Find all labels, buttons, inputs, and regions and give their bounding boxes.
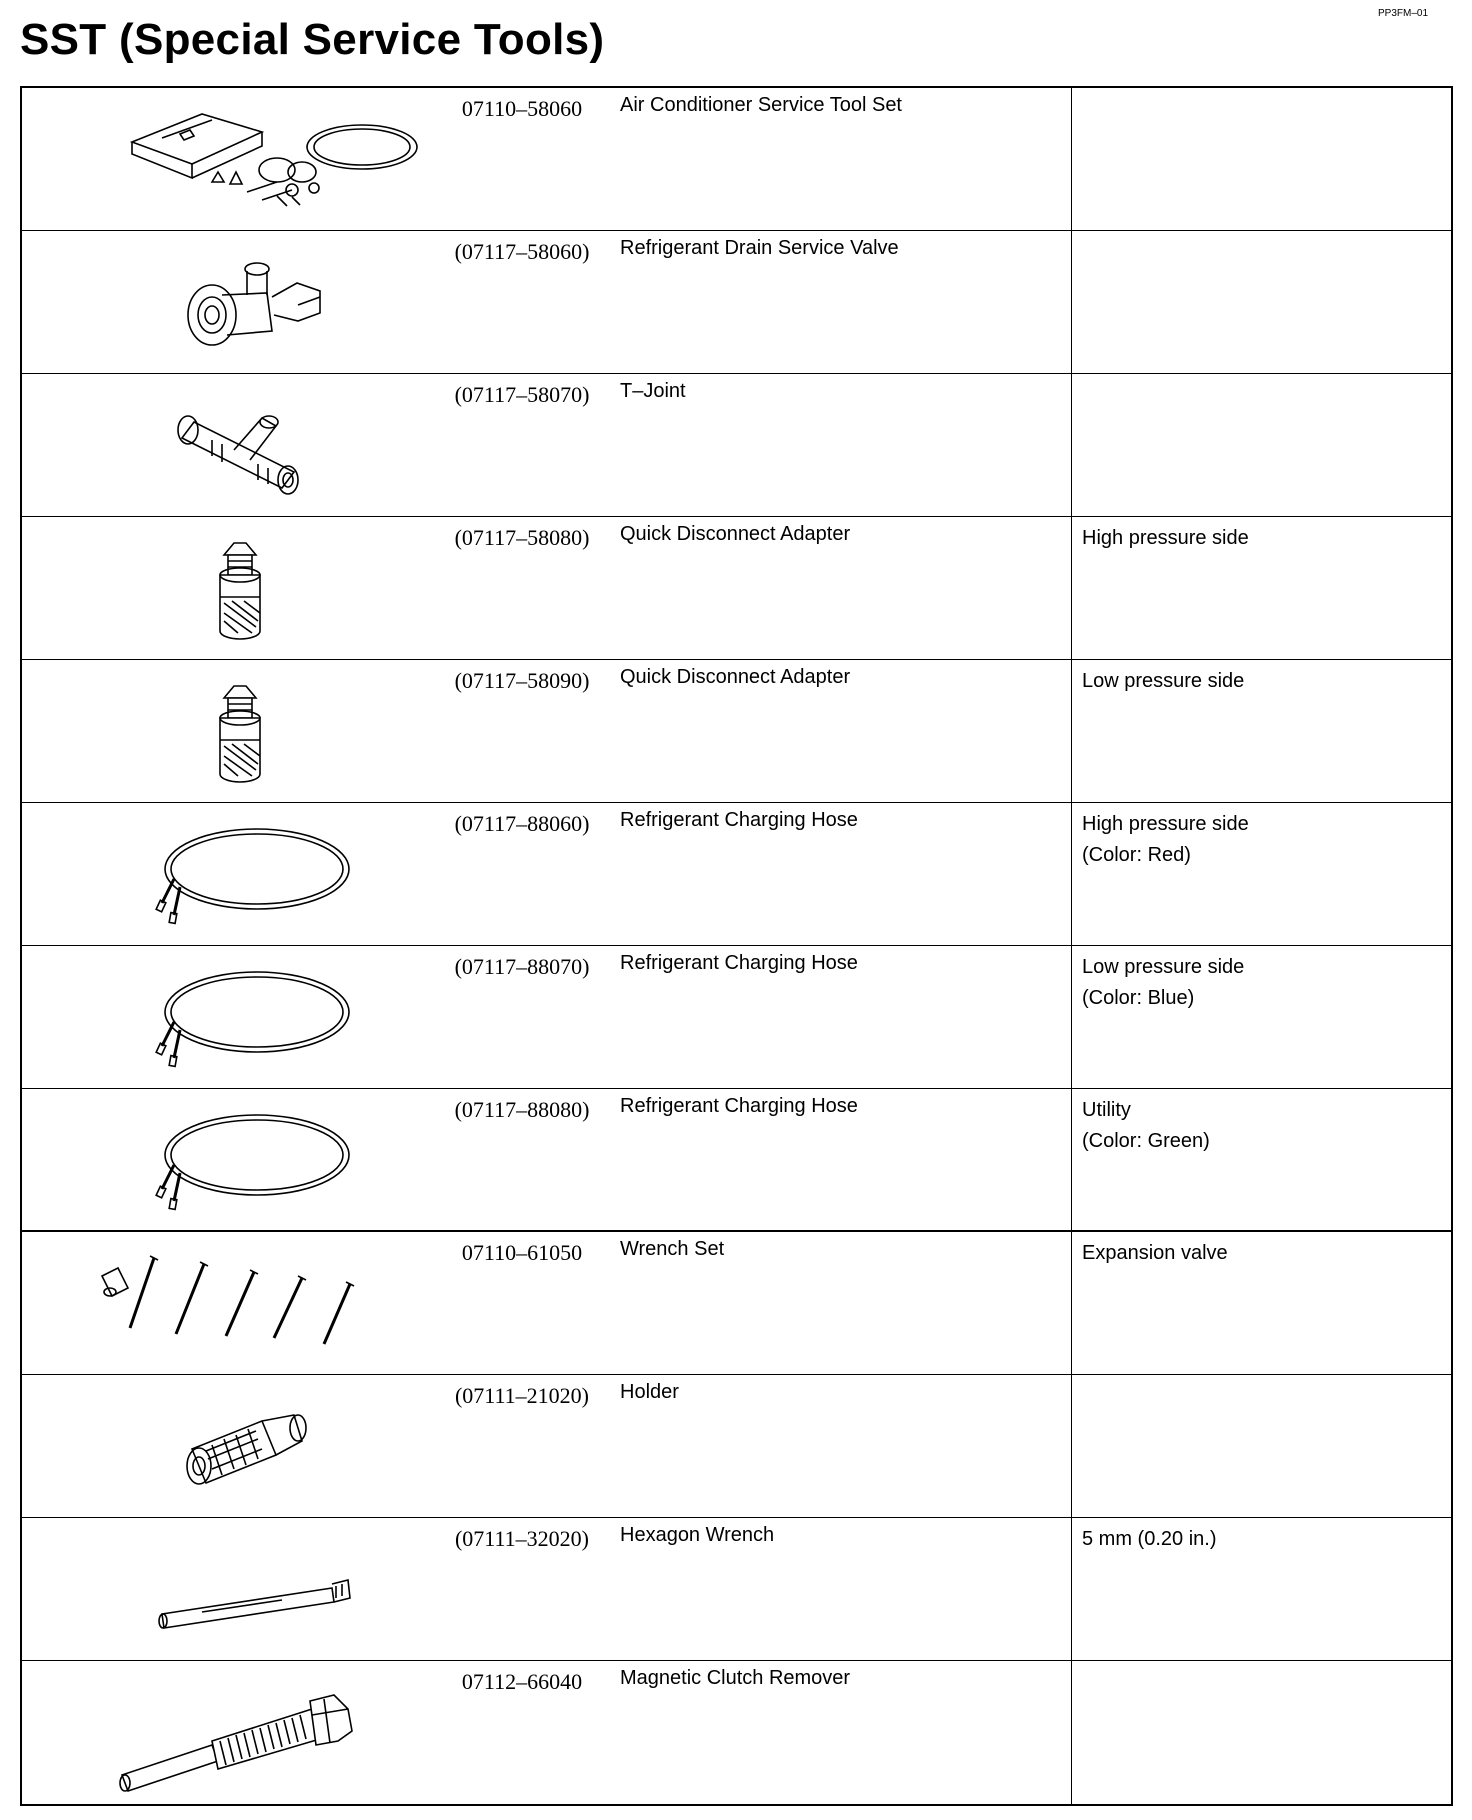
table-row	[22, 1089, 1451, 1232]
table-row	[22, 1232, 1451, 1375]
part-number: (07117–58070)	[454, 382, 590, 407]
part-number: (07117–88080)	[454, 1097, 590, 1122]
part-number: 07112–66040	[461, 1669, 583, 1694]
table-row	[22, 946, 1451, 1089]
table-row	[22, 1661, 1451, 1804]
tool-remark	[1082, 952, 1442, 1014]
part-number: 07110–58060	[461, 96, 583, 121]
remark-line: (Color: Red)	[1082, 844, 1191, 866]
table-row	[22, 1375, 1451, 1518]
tool-name: Refrigerant Drain Service Valve	[620, 237, 899, 259]
holder-icon	[62, 1379, 422, 1513]
hose-icon	[62, 1093, 422, 1227]
remark-line: 5 mm (0.20 in.)	[1082, 1528, 1217, 1550]
tool-remark	[1082, 809, 1442, 871]
drain-valve-icon	[62, 235, 422, 369]
tool-remark	[1082, 523, 1442, 554]
part-number: (07117–58090)	[454, 668, 590, 693]
tool-name: Quick Disconnect Adapter	[620, 523, 851, 545]
part-number: (07117–88070)	[454, 954, 590, 979]
wrench-set-icon	[62, 1236, 422, 1370]
remark-line: Low pressure side	[1082, 956, 1245, 978]
tool-remark	[1082, 1095, 1442, 1157]
page-code: PP3FM–01	[1378, 8, 1429, 19]
page-title: SST (Special Service Tools)	[20, 15, 605, 64]
table-row	[22, 374, 1451, 517]
remark-line: Expansion valve	[1082, 1242, 1228, 1264]
tool-name: Hexagon Wrench	[620, 1524, 775, 1546]
adapter-icon	[62, 664, 422, 798]
tool-name: Holder	[620, 1381, 679, 1403]
hose-icon	[62, 950, 422, 1084]
table-row	[22, 1518, 1451, 1661]
clutch-remover-icon	[62, 1665, 422, 1799]
adapter-icon	[62, 521, 422, 655]
tool-name: T–Joint	[620, 380, 686, 402]
part-number: (07117–58080)	[454, 525, 590, 550]
tool-remark	[1082, 666, 1442, 697]
hose-icon	[62, 807, 422, 941]
remark-line: High pressure side	[1082, 527, 1249, 549]
tool-remark	[1082, 1238, 1442, 1269]
part-number: (07111–32020)	[454, 1526, 590, 1551]
tool-table	[20, 86, 1453, 1806]
tool-name: Refrigerant Charging Hose	[620, 809, 858, 831]
hex-wrench-icon	[62, 1522, 422, 1656]
part-number: (07111–21020)	[454, 1383, 590, 1408]
tool-name: Wrench Set	[620, 1238, 725, 1260]
table-row	[22, 660, 1451, 803]
tool-name: Refrigerant Charging Hose	[620, 1095, 858, 1117]
part-number: 07110–61050	[461, 1240, 583, 1265]
table-row	[22, 231, 1451, 374]
remark-line: (Color: Blue)	[1082, 987, 1195, 1009]
remark-line: High pressure side	[1082, 813, 1249, 835]
tool-remark	[1082, 1524, 1442, 1555]
tool-name: Magnetic Clutch Remover	[620, 1667, 851, 1689]
tool-set-case-icon	[62, 92, 422, 226]
t-joint-icon	[62, 378, 422, 512]
part-number: (07117–88060)	[454, 811, 590, 836]
table-row	[22, 803, 1451, 946]
remark-line: Utility	[1082, 1099, 1131, 1121]
tool-name: Quick Disconnect Adapter	[620, 666, 851, 688]
table-row	[22, 517, 1451, 660]
table-row	[22, 88, 1451, 231]
remark-line: (Color: Green)	[1082, 1130, 1210, 1152]
tool-name: Air Conditioner Service Tool Set	[620, 94, 902, 116]
tool-name: Refrigerant Charging Hose	[620, 952, 858, 974]
part-number: (07117–58060)	[454, 239, 590, 264]
remark-line: Low pressure side	[1082, 670, 1245, 692]
